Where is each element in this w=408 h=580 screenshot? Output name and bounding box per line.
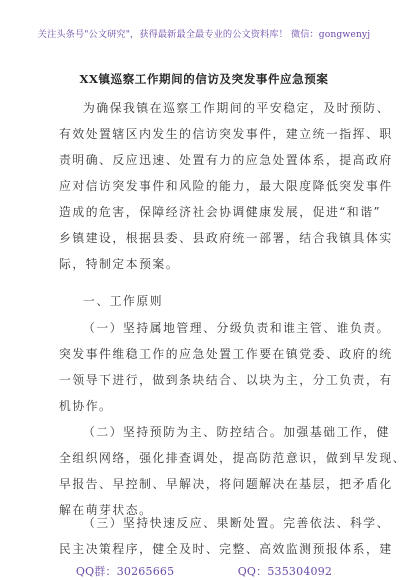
intro-line-3: 责明确、反应迅速、处置有力的应急处置体系，提高政府 <box>59 153 393 167</box>
principle-2-line-1: （二）坚持预防为主、防控结合。加强基础工作，健 <box>83 425 390 439</box>
intro-line-4: 应对信访突发事件和风险的能力，最大限度降低突发事件 <box>59 179 393 193</box>
principle-3-line-2: 民主决策程序，健全及时、完整、高效监测预报体系，建 <box>59 542 393 556</box>
principle-1-line-4: 机协作。 <box>59 399 113 413</box>
principle-1-line-1: （一）坚持属地管理、分级负责和谁主管、谁负责。 <box>83 321 390 335</box>
footer-contact <box>0 563 408 579</box>
section-heading: 一、工作原则 <box>83 294 164 308</box>
footer-qq: QQ：535304092 <box>237 565 333 578</box>
principle-3-line-1: （三）坚持快速反应、果断处置。完善依法、科学、 <box>83 516 390 530</box>
intro-line-1: 为确保我镇在巡察工作期间的平安稳定，及时预防、 <box>83 101 390 115</box>
promo-banner: 关注头条号"公文研究"，获得最新最全最专业的公文资料库！ 微信：gongwenyj <box>37 29 371 40</box>
principle-2-line-2: 全组织网络，强化排查调处，提高防范意识，做到早发现、 <box>59 451 407 465</box>
footer-qq-group: QQ群：30265665 <box>75 565 175 578</box>
principle-1-line-2: 突发事件维稳工作的应急处置工作要在镇党委、政府的统 <box>59 347 393 361</box>
principle-2-line-4: 解在萌芽状态。 <box>59 503 153 517</box>
principle-2-line-3: 早报告、早控制、早解决，将问题解决在基层，把矛盾化 <box>59 477 393 491</box>
intro-line-2: 有效处置辖区内发生的信访突发事件，建立统一指挥、职 <box>59 127 393 141</box>
document-title: XX镇巡察工作期间的信访及突发事件应急预案 <box>79 72 329 86</box>
principle-1-line-3: 一领导下进行，做到条块结合、以块为主，分工负责，有 <box>59 373 393 387</box>
intro-line-7: 际，特制定本预案。 <box>59 257 180 271</box>
intro-line-5: 造成的危害，保障经济社会协调健康发展，促进“和谐” <box>59 205 382 219</box>
intro-line-6: 乡镇建设，根据县委、县政府统一部署，结合我镇具体实 <box>59 231 393 245</box>
